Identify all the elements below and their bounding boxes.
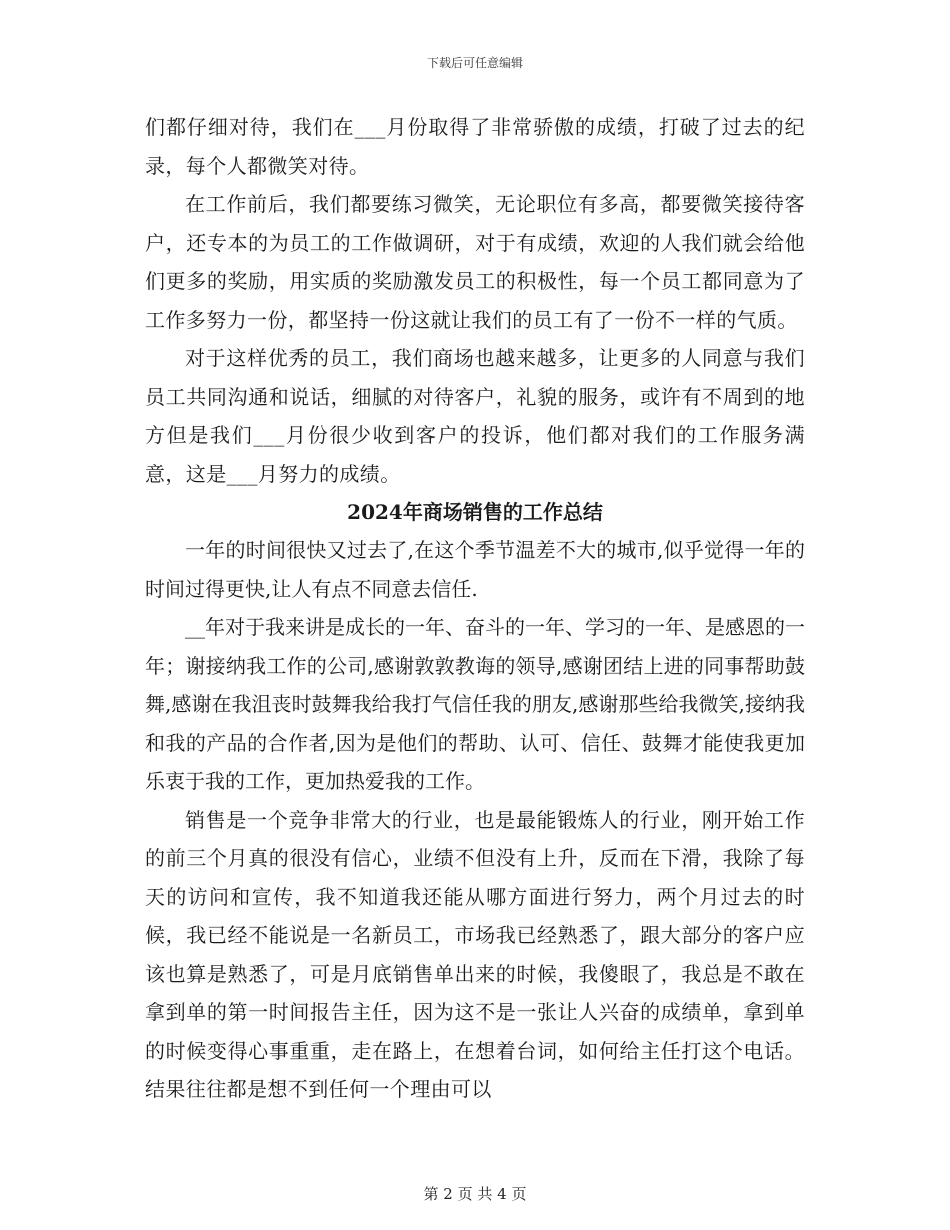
section-title: 2024年商场销售的工作总结 bbox=[347, 500, 603, 524]
page-header: 下载后可任意编辑 bbox=[426, 56, 523, 70]
paragraph-smile-training: 在工作前后，我们都要练习微笑，无论职位有多高，都要微笑接待客户，还专本的为员工的工作做调研，对于有成绩，欢迎的人我们就会给他们更多的奖励，用实质的奖励激发员工的积极性，每一个员工都同意为了工作多努力一份，都坚持一份这就让我们的员工有了一份不一样的气质。 bbox=[145, 192, 805, 332]
paragraph-excellent-staff: 对于这样优秀的员工，我们商场也越来越多，让更多的人同意与我们员工共同沟通和说话，细腻的对待客户，礼貌的服务，或许有不周到的地方但是我们___月份很少收到客户的投诉，他们都对我们的工作服务满意，这是___月努力的成绩。 bbox=[145, 346, 805, 486]
paragraph-continued: 们都仔细对待，我们在___月份取得了非常骄傲的成绩，打破了过去的纪录，每个人都微笑对待。 bbox=[145, 115, 805, 178]
page-footer: 第 2 页 共 4 页 bbox=[423, 1185, 527, 1203]
paragraph-sales-challenge: 销售是一个竞争非常大的行业，也是最能锻炼人的行业，刚开始工作的前三个月真的很没有信心，业绩不但没有上升，反而在下滑，我除了每天的访问和宣传，我不知道我还能从哪方面进行努力，两个月过去的时候，我已经不能说是一名新员工，市场我已经熟悉了，跟大部分的客户应该也算是熟悉了，可是月底销售单出来的时候，我傻眼了，我总是不敢在拿到单的第一时间报告主任，因为这不是一张让人兴奋的成绩单，拿到单的时候变得心事重重，走在路上，在想着台词，如何给主任打这个电话。结果往往都是想不到任何一个理由可以 bbox=[145, 807, 805, 1101]
document-body bbox=[145, 108, 805, 1109]
paragraph-gratitude: __年对于我来讲是成长的一年、奋斗的一年、学习的一年、是感恩的一年；谢接纳我工作的公司,感谢敦敦教诲的领导,感谢团结上进的同事帮助鼓舞,感谢在我沮丧时鼓舞我给我打气信任我的朋友,感谢那些给我微笑,接纳我和我的产品的合作者,因为是他们的帮助、认可、信任、鼓舞才能使我更加乐衷于我的工作，更加热爱我的工作。 bbox=[145, 615, 805, 793]
paragraph-year-passed: 一年的时间很快又过去了,在这个季节温差不大的城市,似乎觉得一年的时间过得更快,让人有点不同意去信任. bbox=[145, 538, 805, 601]
